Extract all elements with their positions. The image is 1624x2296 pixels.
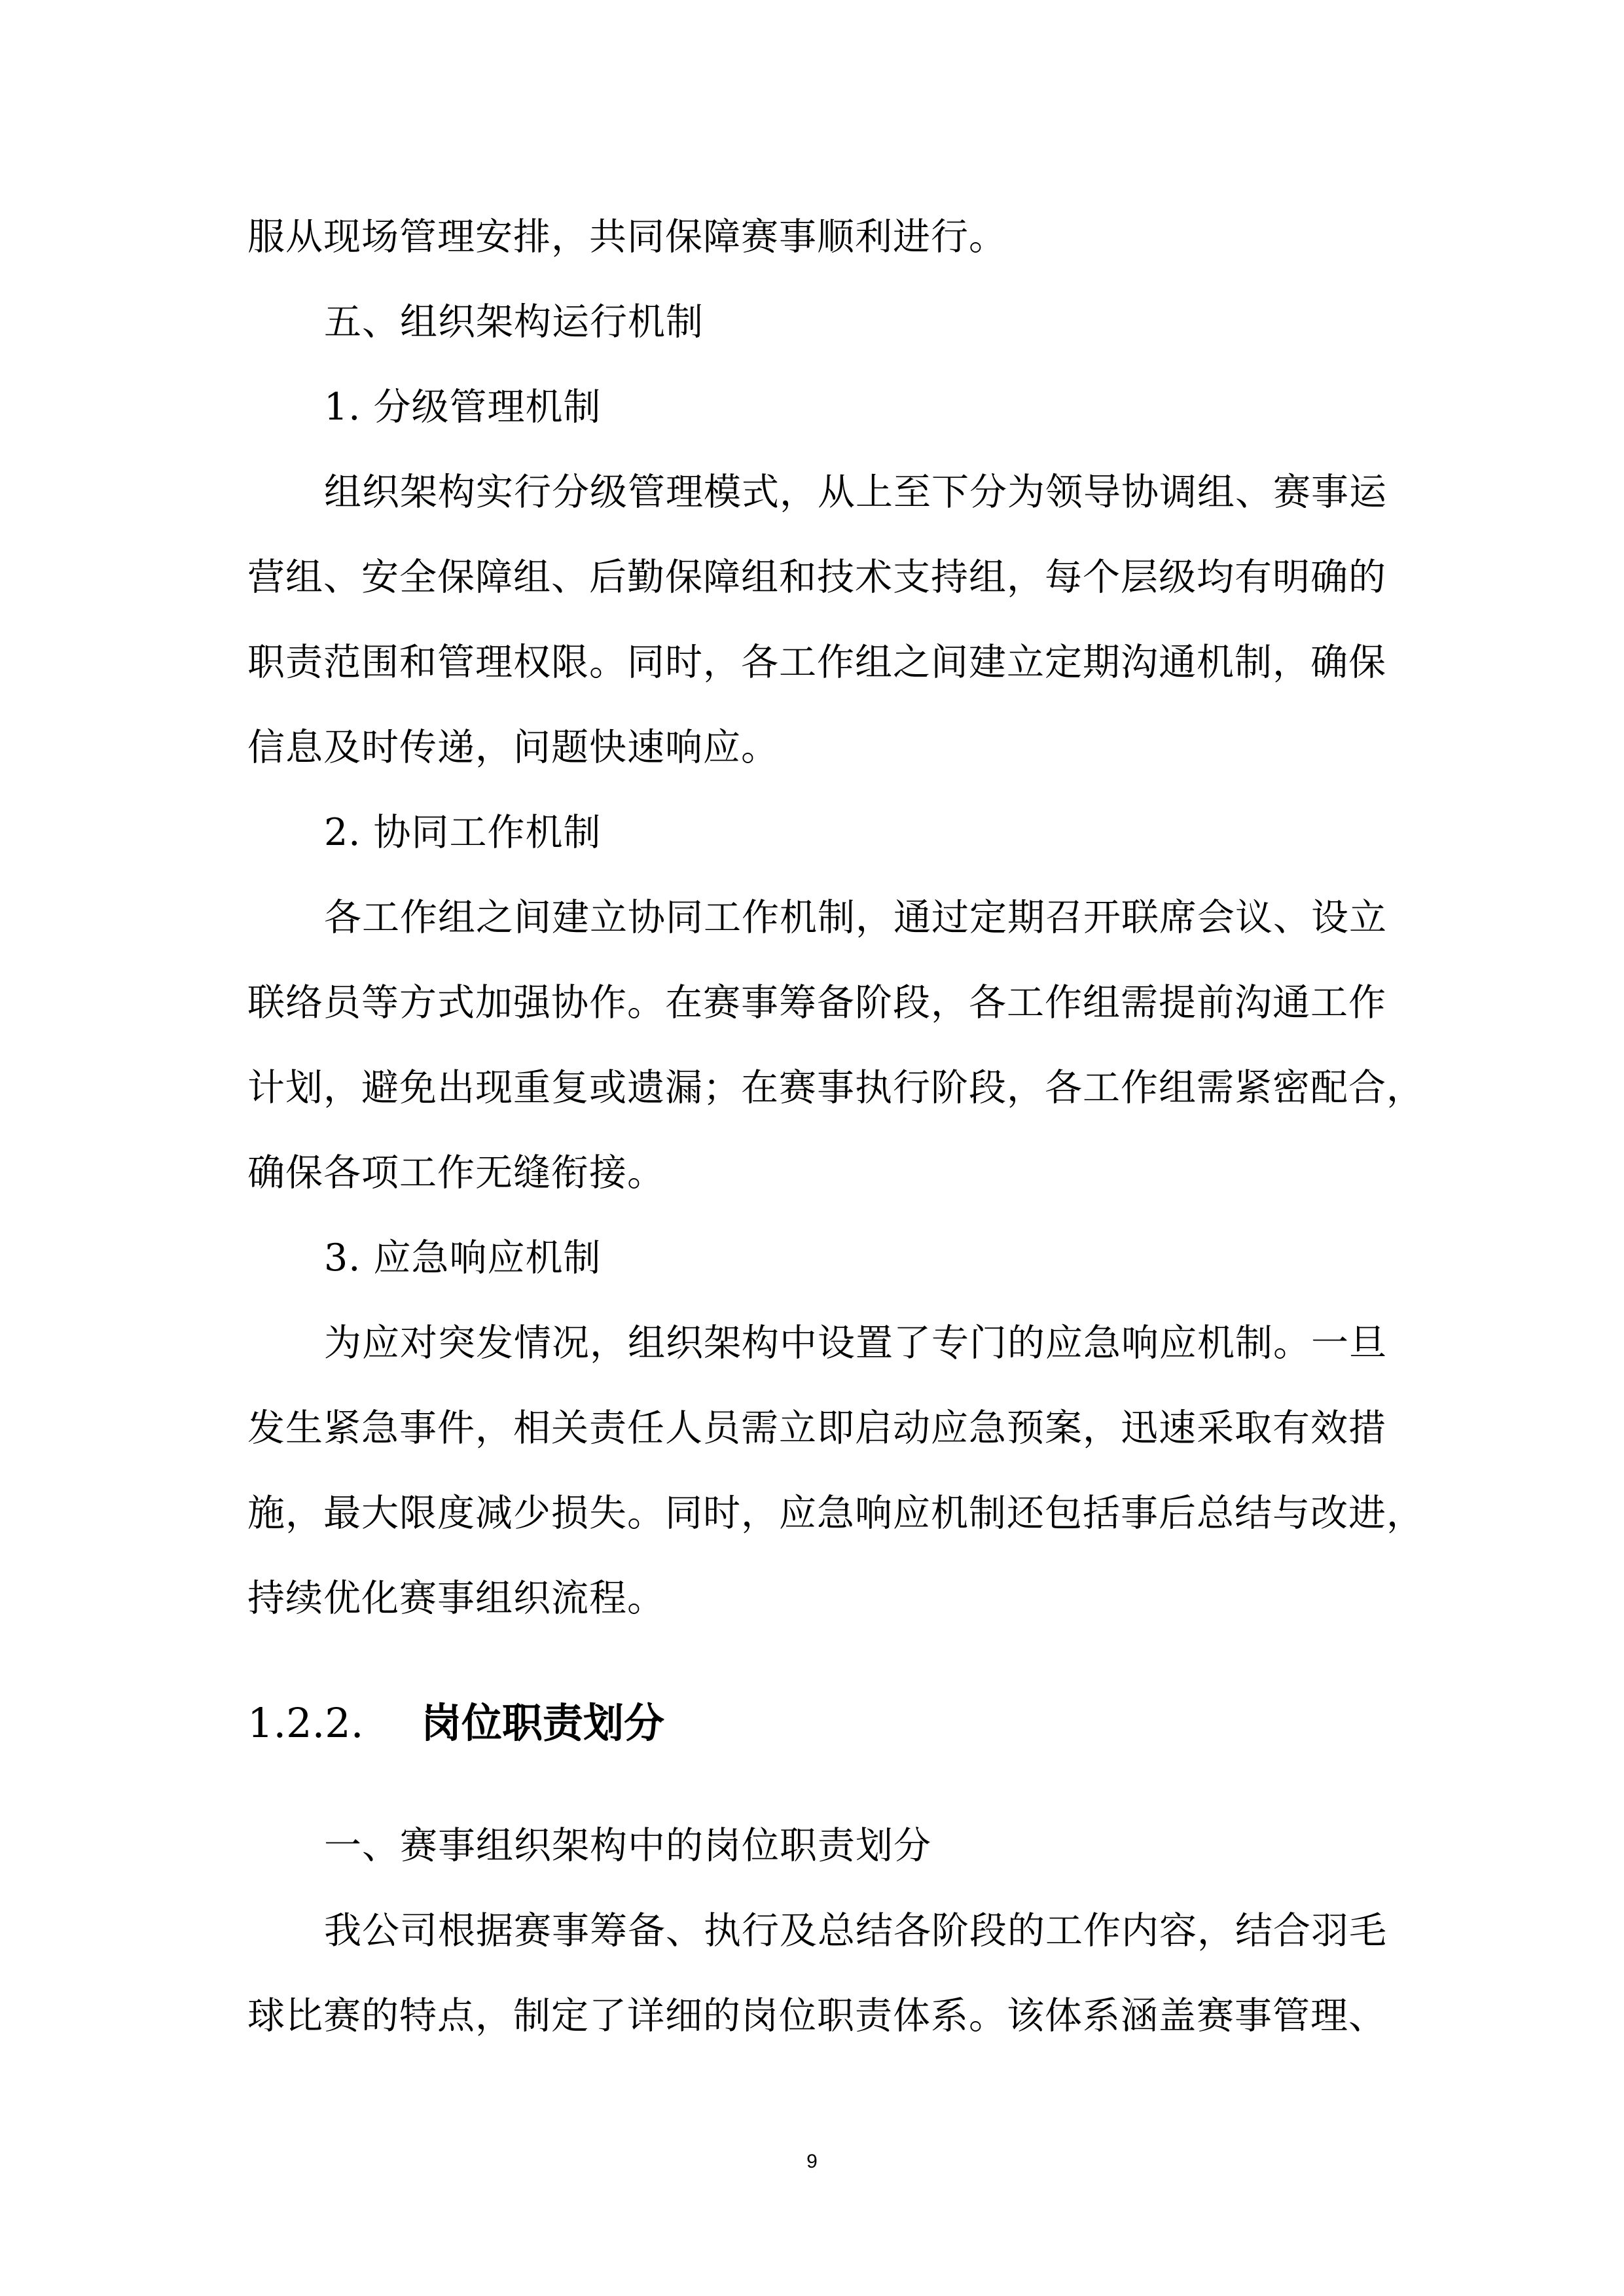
paragraph-line: 服从现场管理安排，共同保障赛事顺利进行。: [247, 215, 1007, 259]
paragraph-line: 组织架构实行分级管理模式，从上至下分为领导协调组、赛事运: [324, 471, 1387, 514]
subsection-title: 2. 协同工作机制: [324, 811, 602, 854]
paragraph-line: 发生紧急事件，相关责任人员需立即启动应急预案，迅速采取有效措: [247, 1407, 1386, 1450]
section-heading: [247, 1694, 1386, 1753]
paragraph-line: 各工作组之间建立协同工作机制，通过定期召开联席会议、设立: [324, 896, 1387, 939]
paragraph-line: 职责范围和管理权限。同时，各工作组之间建立定期沟通机制，确保: [247, 641, 1386, 684]
section-heading-title: 岗位职责划分: [421, 1699, 665, 1747]
paragraph-line: 确保各项工作无缝衔接。: [247, 1151, 665, 1194]
paragraph-line: 联络员等方式加强协作。在赛事筹备阶段，各工作组需提前沟通工作: [247, 981, 1386, 1024]
paragraph-line: 营组、安全保障组、后勤保障组和技术支持组，每个层级均有明确的: [247, 556, 1386, 599]
paragraph-line: 施，最大限度减少损失。同时，应急响应机制还包括事后总结与改进，: [247, 1492, 1424, 1535]
paragraph-line: 计划，避免出现重复或遗漏；在赛事执行阶段，各工作组需紧密配合，: [247, 1066, 1424, 1109]
subsection-title: 3. 应急响应机制: [324, 1236, 602, 1280]
paragraph-line: 球比赛的特点，制定了详细的岗位职责体系。该体系涵盖赛事管理、: [247, 1994, 1386, 2037]
page-number: 9: [806, 2151, 818, 2172]
subsection-title: 1. 分级管理机制: [324, 386, 602, 429]
paragraph-line: 我公司根据赛事筹备、执行及总结各阶段的工作内容，结合羽毛: [324, 1909, 1387, 1952]
section-subtitle: 一、赛事组织架构中的岗位职责划分: [324, 1824, 931, 1867]
paragraph-line: 持续优化赛事组织流程。: [247, 1577, 665, 1620]
section-subtitle: 五、组织架构运行机制: [324, 300, 704, 344]
paragraph-line: 为应对突发情况，组织架构中设置了专门的应急响应机制。一旦: [324, 1321, 1387, 1365]
section-heading-number: 1.2.2.: [247, 1699, 364, 1747]
paragraph-line: 信息及时传递，问题快速响应。: [247, 726, 779, 769]
